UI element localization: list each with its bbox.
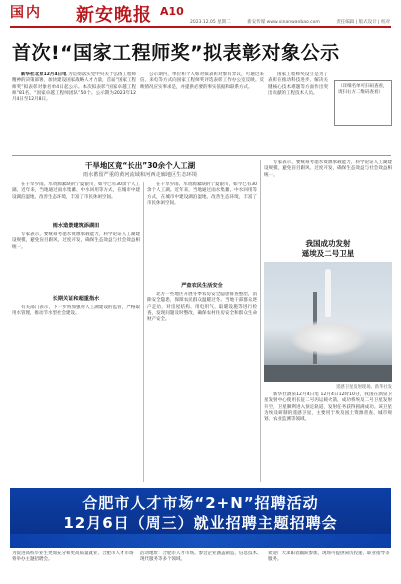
story2-col2 <box>12 232 140 290</box>
story2-subtitle: 雨水蓄留严重的黄河流域和河西走廊地区生态环境 <box>82 172 198 178</box>
right-col-text <box>264 160 392 232</box>
lead-text-col3: 国家工程师奖设立是为了表彰在推动科技进步、解决关键核心技术难题等方面作出突出贡献的工程技术人员。 <box>268 72 328 96</box>
launch-ground <box>264 365 392 382</box>
column-divider-2 <box>260 160 261 482</box>
masthead-rule <box>10 26 391 28</box>
masthead-meta <box>190 19 390 25</box>
story4-body <box>147 292 257 482</box>
story4-title: 严查农民生活安全 <box>181 283 223 289</box>
bottom-col-2: 活动地址：合肥市人才市场。参会企业涵盖制造、信息技术、现代服务等多个领域。 <box>140 551 262 562</box>
date-line: 2023.12.05 星期二 <box>190 20 231 25</box>
rocket <box>325 269 331 317</box>
section-label: 国内 <box>10 5 42 21</box>
launch-smoke <box>290 320 367 356</box>
right-col-para: 专家表示，要统筹考虑水资源承载能力，科学论证人工湖建设规模，避免盲目跟风、过度开发，确保生态效益与社会效益相统一。 <box>264 160 392 178</box>
story2-sec2: 长期关证和超重指水 <box>52 296 100 302</box>
qr-notice-box <box>334 80 392 126</box>
ad-subtitle: 12月6日（周三）就业招聘主题招聘会 <box>63 514 338 532</box>
column-divider <box>143 182 144 482</box>
lead-story-col3 <box>268 72 328 150</box>
story4-top <box>147 182 257 280</box>
story3-text: 新华社酒泉12月4日电 12月4日12时10分，我国在酒泉卫星发射中心使用长征二号丙运载火箭，成功将埃及二号卫星发射升空，卫星顺利进入预定轨道，发射任务获得圆满成功。该卫星为埃及研制的遥感卫星，主要用于埃及国土资源普查、城市规划、农业监测等领域。 <box>264 392 392 423</box>
story2-col3 <box>12 305 140 485</box>
story2-body-b: 专家表示，要统筹考虑水资源承载能力，科学论证人工湖建设规模，避免盲目跟风、过度开发，确保生态效益与社会效益相统一。 <box>12 232 140 250</box>
story4-intro: 在干旱少雨、水资源紧缺的宁夏银川，如今已有30余个人工湖。近年来，当地通过雨水集蓄、中水回用等方式，在城市中建设湖泊湿地，改善生态环境，丰富了市民休闲空间。 <box>147 182 257 206</box>
page-number: A10 <box>160 5 184 18</box>
qr-notice-text: （详细名单可扫码查看，请扫右方二维码查看） <box>338 84 388 95</box>
editor-line: 责任编辑 | 版式设计 | 校对 <box>336 20 390 25</box>
newspaper-brand-logo: 新安晚报 <box>76 5 152 26</box>
section-divider <box>12 155 391 156</box>
lead-text: 为贯彻落实党中央关于弘扬工程师精神的决策部署，加快建设国家战略人才力量，首届“国家工程师奖”拟表彰对象名单4日起公示。本次拟表彰“国家卓越工程师”81名、“国家卓越工程师团队”50个。公示期为2023年12月4日至12月8日。 <box>12 72 136 103</box>
recruitment-ad-banner <box>10 488 391 548</box>
lead-dateline: 新华社北京12月4日电 <box>21 72 67 77</box>
story2-body-a: 在干旱少雨、水资源紧缺的宁夏银川，如今已有30余个人工湖。近年来，当地通过雨水集蓄、中水回用等方式，在城市中建设湖泊湿地，改善生态环境，丰富了市民休闲空间。 <box>12 182 140 200</box>
photo-caption: 遥感卫星发射现场。新华社发 <box>336 385 392 390</box>
ad-title: 合肥市人才市场“2+N”招聘活动 <box>82 494 319 512</box>
story3-title2: 遥埃及二号卫星 <box>301 249 355 258</box>
rocket-launch-photo <box>264 262 392 382</box>
story2-body-c: 有关部门表示，下一步将加强对人工湖建设的监管，严格取用水管理，推动节水型社会建设。 <box>12 305 140 317</box>
ad-decor-wave <box>10 534 391 548</box>
story3-title: 我国成功发射 <box>305 239 351 248</box>
story2-sec1: 雨水造景建筑添湖田 <box>52 223 100 229</box>
story4-text: 北方一些地区开展冬季农房安全隐患排查整治，消除安全隐患，保障农民群众温暖过冬。当地干部群众逐户走访，对房屋结构、用电用气、取暖设施等进行检查，发现问题及时整改，确保农村住房安全和群众生命财产安全。 <box>147 292 257 323</box>
story3-body <box>264 392 392 482</box>
bottom-col-1: 为促进高校毕业生更加充分和更高质量就业，合肥市人才市场将举办主题招聘会。 <box>12 551 134 562</box>
lead-story-col2 <box>140 72 264 150</box>
lead-text-col2: 公示期内，单位和个人如对拟表彰对象有异议，可通过来信、来电等方式向国家工程师奖评选表彰工作办公室反映。反映情况应实事求是，并提供必要的事实依据和联系方式。 <box>140 72 264 90</box>
story2-title: 干旱地区竟“长出”30余个人工湖 <box>84 161 196 170</box>
contact-line: 新安传媒 www.xinanwanbao.com <box>247 20 320 25</box>
bottom-col-3: 欢迎广大求职者踊跃参加，现场可提供简历投递、职业指导等服务。 <box>268 551 390 562</box>
lead-story-col1 <box>12 72 136 150</box>
main-headline: 首次!“国家工程师奖”拟表彰对象公示 <box>12 42 340 64</box>
